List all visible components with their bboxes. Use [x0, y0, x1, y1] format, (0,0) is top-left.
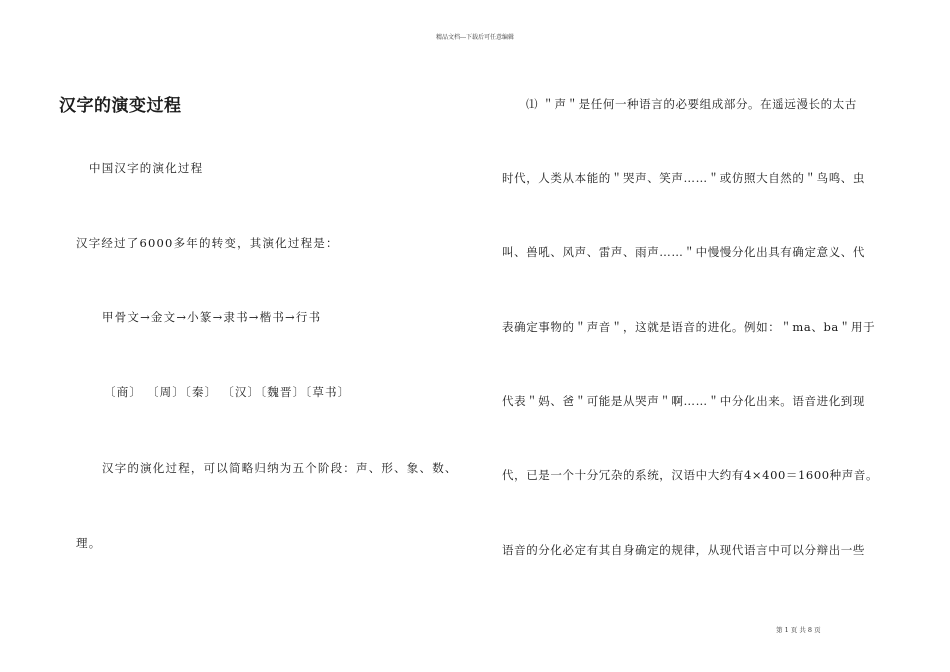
- dynasty-labels: 〔商〕 〔周〕〔秦〕 〔汉〕〔魏晋〕〔草书〕: [104, 385, 351, 399]
- right-paragraph-line: 代表＂妈、爸＂可能是从哭声＂啊……＂中分化出来。语音进化到现: [502, 394, 865, 408]
- right-paragraph-line: 语音的分化必定有其自身确定的规律，从现代语言中可以分辩出一些: [502, 543, 865, 557]
- evolution-chain: 甲骨文→金文→小篆→隶书→楷书→行书: [102, 310, 322, 324]
- intro-paragraph: 汉字经过了6000多年的转变，其演化过程是：: [76, 236, 339, 250]
- stages-paragraph-line-2: 理。: [76, 536, 102, 550]
- page-header: 精品文档---下载后可任意编辑: [435, 34, 515, 41]
- right-paragraph-line: 时代，人类从本能的＂哭声、笑声……＂或仿照大自然的＂鸟鸣、虫: [502, 171, 865, 185]
- page-number: 第 1 页 共 8 页: [776, 626, 821, 634]
- right-paragraph-line: 代，已是一个十分冗杂的系统，汉语中大约有4×400＝1600种声音。: [502, 468, 879, 482]
- right-paragraph-line: 表确定事物的＂声音＂，这就是语音的进化。例如：＂ma、ba＂用于: [502, 320, 876, 334]
- stages-paragraph-line-1: 汉字的演化过程，可以简略归纳为五个阶段：声、形、象、数、: [102, 461, 458, 475]
- document-title: 汉字的演变过程: [59, 96, 182, 116]
- right-paragraph-line: 叫、兽吼、风声、雷声、雨声……＂中慢慢分化出具有确定意义、代: [502, 245, 865, 259]
- subtitle: 中国汉字的演化过程: [89, 161, 204, 175]
- right-paragraph-line: ⑴ ＂声＂是任何一种语言的必要组成部分。在遥远漫长的太古: [526, 97, 857, 111]
